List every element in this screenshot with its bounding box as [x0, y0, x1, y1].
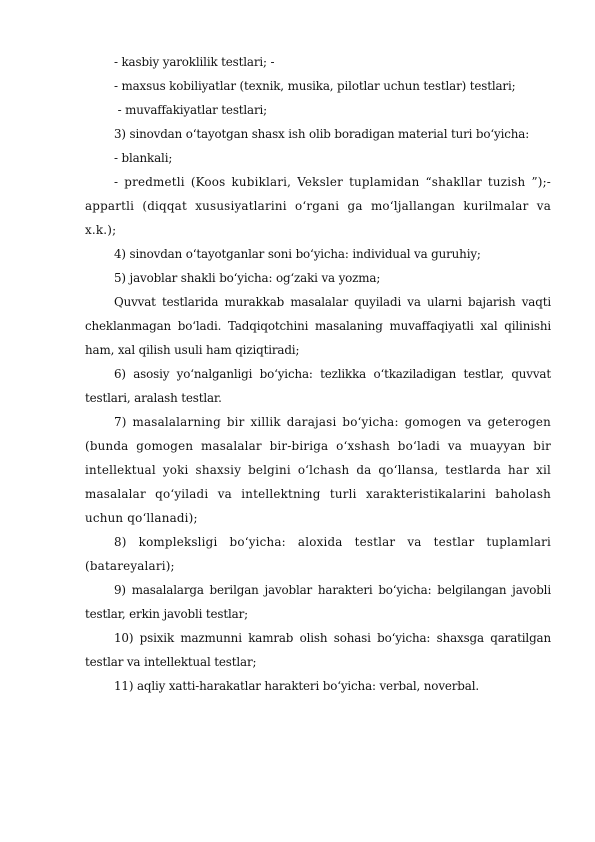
list-item-answer-character: 9) masalalarga berilgan javoblar harakteri bo‘yicha: belgilangan javobli testlar, erkin javobli testlar; — [85, 583, 551, 621]
list-item-special-abilities-tests: - maxsus kobiliyatlar (texnik, musika, pilotlar uchun testlar) testlari; — [114, 79, 516, 93]
list-item-vocational-tests: - kasbiy yaroklilik testlari; - — [114, 55, 275, 69]
document-page — [85, 50, 551, 698]
list-item-mental-actions: 11) aqliy xatti-harakatlar harakteri bo‘yicha: verbal, noverbal. — [114, 679, 479, 693]
list-item-psychic-content: 10) psixik mazmunni kamrab olish sohasi bo‘yicha: shaxsga qaratilgan testlar va intellektual testlar; — [85, 631, 551, 669]
list-item-main-orientation: 6) asosiy yo‘nalganligi bo‘yicha: tezlikka o‘tkaziladigan testlar, quvvat testlari, aralash testlar. — [85, 367, 551, 405]
list-item-homogeneity: 7) masalalarning bir xillik darajasi bo‘yicha: gomogen va geterogen (bunda gomogen masalalar bir-biriga o‘xshash bo‘ladi va muayyan bir intellektual yoki shaxsiy belgini o‘lchash da qo‘llansa, testlarda har xil masalalar qo‘yiladi va intellektning turli xarakteristikalarini baholash uchun qo‘llanadi); — [85, 415, 551, 525]
list-item-achievement-tests: - muvaffakiyatlar testlari; — [114, 103, 268, 117]
paragraph-power-tests: Quvvat testlarida murakkab masalalar quyiladi va ularni bajarish vaqti cheklanmagan bo‘ladi. Tadqiqotchini masalaning muvaffaqiyatli xal qilinishi ham, xal qilish usuli ham qiziqtiradi; — [85, 295, 551, 357]
list-item-participant-count: 4) sinovdan o‘tayotganlar soni bo‘yicha: individual va guruhiy; — [114, 247, 481, 261]
list-item-answer-form: 5) javoblar shakli bo‘yicha: og‘zaki va yozma; — [114, 271, 381, 285]
list-item-blank-tests: - blankali; — [114, 151, 173, 165]
list-item-complexity: 8) kompleksligi bo‘yicha: aloxida testlar va testlar tuplamlari (batareyalari); — [85, 535, 551, 573]
list-item-material-type: 3) sinovdan o‘tayotgan shasx ish olib boradigan material turi bo‘yicha: — [114, 127, 530, 141]
list-item-subject-tests: - predmetli (Koos kubiklari, Veksler tuplamidan “shakllar tuzish ”);- appartli (diqqat xususiyatlarini o‘rgani ga mo‘ljallangan kurilmalar va x.k.); — [85, 175, 551, 237]
